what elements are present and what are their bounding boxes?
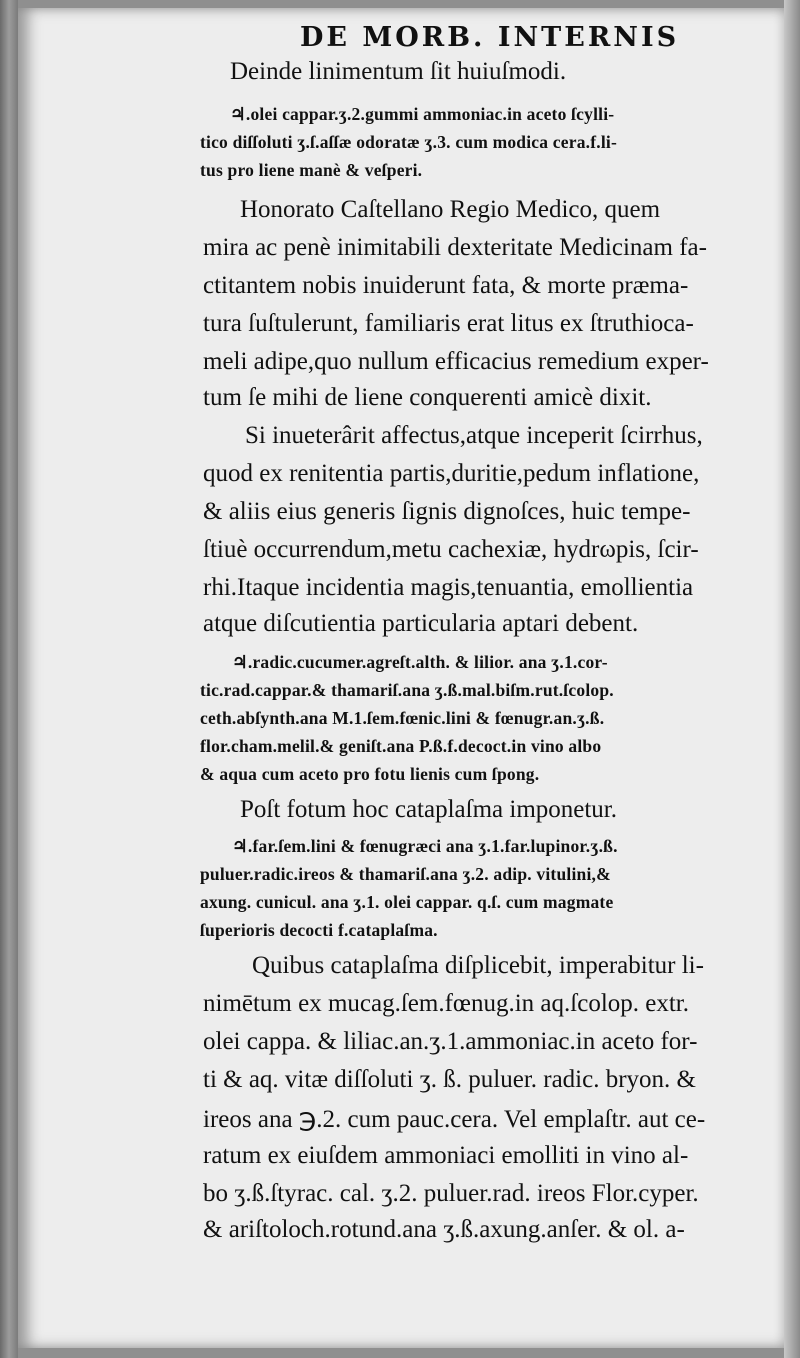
text-line: Honorato Caſtellano Regio Medico, quem [240,196,661,223]
text-line: flor.cham.melil.& geniſt.ana P.ß.f.decoct.in vino albo [200,736,602,756]
page-edge-right [784,0,800,1358]
text-line: axung. cunicul. ana ʒ.1. olei cappar. q.ſ. cum magmate [200,892,614,912]
text-line: ctitantem nobis inuiderunt fata, & morte præma- [203,272,689,299]
text-line: ceth.abſynth.ana M.1.ſem.fœnic.lini & fœnugr.an.ʒ.ß. [200,708,605,728]
text-line: tura ſuſtulerunt, familiaris erat litus ex ſtruthioca- [203,310,694,337]
text-line: tus pro liene manè & veſperi. [200,160,423,180]
text-line: & aqua cum aceto pro fotu lienis cum ſpong. [200,764,540,784]
text-line: ſuperioris decocti f.cataplaſma. [200,920,438,940]
text-line: quod ex renitentia partis,duritie,pedum inflatione, [203,460,700,487]
text-line: olei cappa. & liliac.an.ʒ.1.ammoniac.in aceto for- [203,1028,698,1055]
text-line: puluer.radic.ireos & thamariſ.ana ʒ.2. adip. vitulini,& [200,864,611,884]
text-line: tum ſe mihi de liene conquerenti amicè dixit. [203,384,652,411]
text-line: Si inueterârit affectus,atque inceperit ſcirrhus, [245,422,703,449]
text-line: ♃.olei cappar.ʒ.2.gummi ammoniac.in aceto ſcylli- [230,104,615,124]
text-line: bo ʒ.ß.ſtyrac. cal. ʒ.2. puluer.rad. ireos Flor.cyper. [203,1180,699,1207]
text-line: mira ac penè inimitabili dexteritate Medicinam fa- [203,234,707,261]
running-header: DE MORB. INTERNIS [300,22,680,53]
text-line: nimētum ex mucag.ſem.fœnug.in aq.ſcolop. extr. [203,990,689,1017]
text-line: ſtiuè occurrendum,metu cachexiæ, hydrωpis, ſcir- [203,536,699,563]
text-line: meli adipe,quo nullum efficacius remedium exper- [203,348,709,375]
text-line: ♃.radic.cucumer.agreſt.alth. & lilior. ana ʒ.1.cor- [232,652,608,672]
text-line: & aliis eius generis ſignis dignoſces, huic tempe- [203,498,691,525]
text-line: Poſt fotum hoc cataplaſma imponetur. [240,796,618,823]
text-line: & ariſtoloch.rotund.ana ʒ.ß.axung.anſer. & ol. a- [203,1216,685,1243]
text-line: tic.rad.cappar.& thamariſ.ana ʒ.ß.mal.biſm.rut.ſcolop. [200,680,614,700]
text-line: atque diſcutientia particularia aptari debent. [203,610,639,637]
text-line: tico diſſoluti ʒ.ſ.aſſæ odoratæ ʒ.3. cum modica cera.f.li- [200,132,617,152]
text-line: Deinde linimentum ſit huiuſmodi. [230,58,567,85]
text-line: ireos ana ℈.2. cum pauc.cera. Vel emplaſtr. aut ce- [203,1106,706,1133]
page-gutter-left [0,0,18,1358]
text-line: ratum ex eiuſdem ammoniaci emolliti in vino al- [203,1142,689,1169]
text-line: ti & aq. vitæ diſſoluti ʒ. ß. puluer. radic. bryon. & [203,1066,696,1093]
text-line: Quibus cataplaſma diſplicebit, imperabitur li- [252,952,704,979]
text-line: rhi.Itaque incidentia magis,tenuantia, emollientia [203,574,694,601]
text-line: ♃.far.ſem.lini & fœnugræci ana ʒ.1.far.lupinor.ʒ.ß. [232,836,618,856]
